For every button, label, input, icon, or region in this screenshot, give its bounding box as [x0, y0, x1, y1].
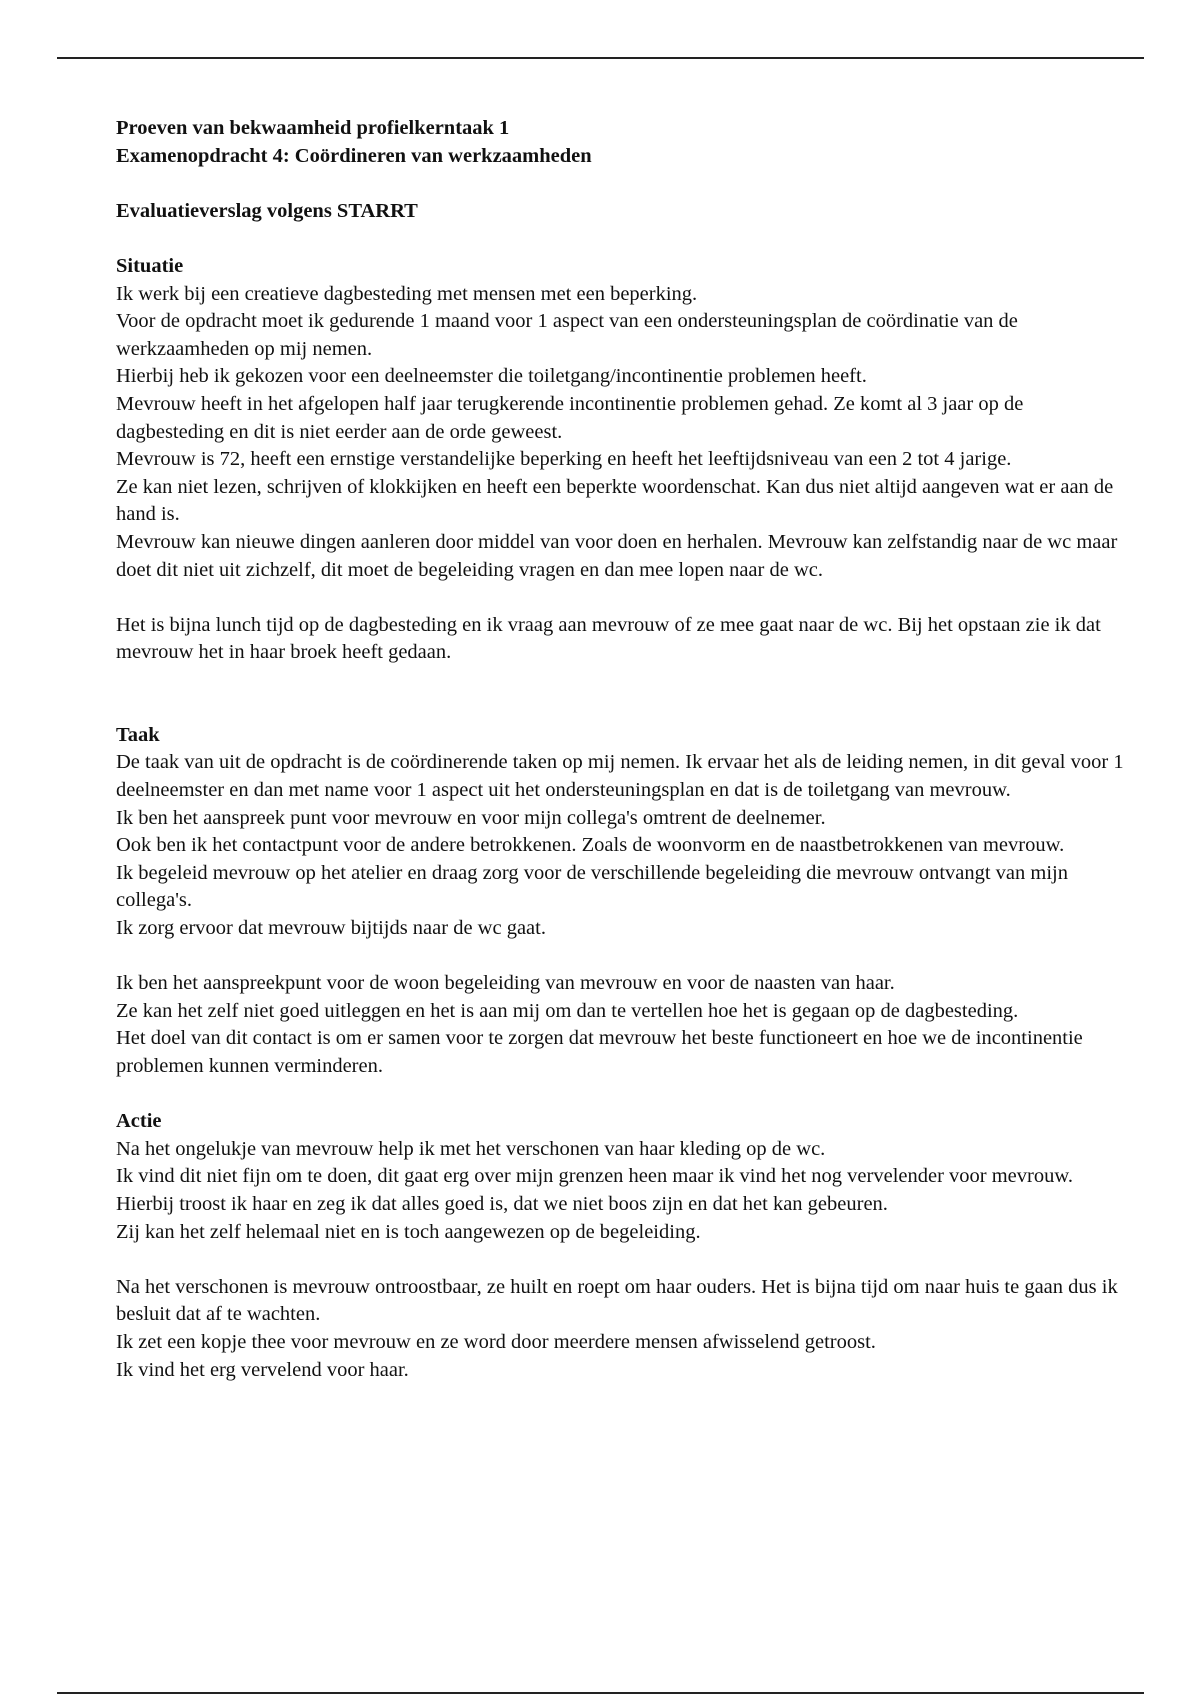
bottom-rule [57, 1692, 1144, 1694]
paragraph: Ik begeleid mevrouw op het atelier en draag zorg voor de verschillende begeleiding die mevrouw ontvangt van mijn collega's. [116, 861, 1068, 912]
section-title-situatie: Situatie [116, 254, 184, 277]
paragraph: Ik zorg ervoor dat mevrouw bijtijds naar de wc gaat. [116, 917, 546, 940]
paragraph: Na het ongelukje van mevrouw help ik met het verschonen van haar kleding op de wc. [116, 1137, 826, 1160]
paragraph: Ik zet een kopje thee voor mevrouw en ze word door meerdere mensen afwisselend getroost. [116, 1330, 876, 1353]
paragraph: Voor de opdracht moet ik gedurende 1 maand voor 1 aspect van een ondersteuningsplan de coördinatie van de werkzaamheden op mij nemen. [116, 310, 1018, 360]
paragraph: Ze kan het zelf niet goed uitleggen en het is aan mij om dan te vertellen hoe het is gegaan op de dagbesteding. [116, 999, 1019, 1022]
paragraph: Mevrouw kan nieuwe dingen aanleren door middel van voor doen en herhalen. Mevrouw kan zelfstandig naar de wc maar doet dit niet uit zichzelf, dit moet de begeleiding vragen en dan mee lopen naar de wc. [116, 530, 1118, 581]
document-body [116, 115, 1126, 1384]
paragraph: Ik vind dit niet fijn om te doen, dit gaat erg over mijn grenzen heen maar ik vind het nog vervelender voor mevrouw. Hierbij troost ik haar en zeg ik dat alles goed is, dat we niet boos zijn en dat het kan gebeuren. [116, 1165, 1073, 1215]
paragraph: Ook ben ik het contactpunt voor de andere betrokkenen. Zoals de woonvorm en de naastbetrokkenen van mevrouw. [116, 834, 1065, 857]
heading-line-2: Examenopdracht 4: Coördineren van werkzaamheden [116, 144, 592, 167]
paragraph: Ik ben het aanspreek punt voor mevrouw en voor mijn collega's omtrent de deelnemer. [116, 806, 826, 829]
paragraph: Na het verschonen is mevrouw ontroostbaar, ze huilt en roept om haar ouders. Het is bijna tijd om naar huis te gaan dus ik besluit dat af te wachten. [116, 1275, 1118, 1326]
paragraph: Mevrouw heeft in het afgelopen half jaar terugkerende incontinentie problemen gehad. Ze komt al 3 jaar op de dagbesteding en dit is niet eerder aan de orde geweest. [116, 392, 1024, 443]
section-title-taak: Taak [116, 723, 160, 746]
document-subtitle: Evaluatieverslag volgens STARRT [116, 199, 418, 222]
top-rule [57, 57, 1144, 59]
paragraph: Mevrouw is 72, heeft een ernstige verstandelijke beperking en heeft het leeftijdsniveau van een 2 tot 4 jarige. [116, 448, 1012, 471]
paragraph: Zij kan het zelf helemaal niet en is toch aangewezen op de begeleiding. [116, 1220, 701, 1243]
paragraph: De taak van uit de opdracht is de coördinerende taken op mij nemen. Ik ervaar het als de leiding nemen, in dit geval voor 1 deelneemster en dan met name voor 1 aspect uit het ondersteuningsplan en dat is de toiletgang van mevrouw. [116, 751, 1124, 802]
paragraph: Het doel van dit contact is om er samen voor te zorgen dat mevrouw het beste functioneert en hoe we de incontinentie problemen kunnen verminderen. [116, 1027, 1083, 1077]
heading-line-1: Proeven van bekwaamheid profielkerntaak 1 [116, 117, 510, 139]
paragraph: Ze kan niet lezen, schrijven of klokkijken en heeft een beperkte woordenschat. Kan dus niet altijd aangeven wat er aan de hand is. [116, 475, 1114, 526]
paragraph: Ik ben het aanspreekpunt voor de woon begeleiding van mevrouw en voor de naasten van haar. [116, 972, 895, 995]
paragraph: Hierbij heb ik gekozen voor een deelneemster die toiletgang/incontinentie problemen heeft. [116, 365, 867, 388]
paragraph: Ik werk bij een creatieve dagbesteding met mensen met een beperking. [116, 282, 698, 305]
paragraph: Het is bijna lunch tijd op de dagbesteding en ik vraag aan mevrouw of ze mee gaat naar de wc. Bij het opstaan zie ik dat mevrouw het in haar broek heeft gedaan. [116, 613, 1101, 664]
section-title-actie: Actie [116, 1110, 162, 1133]
paragraph: Ik vind het erg vervelend voor haar. [116, 1358, 409, 1381]
